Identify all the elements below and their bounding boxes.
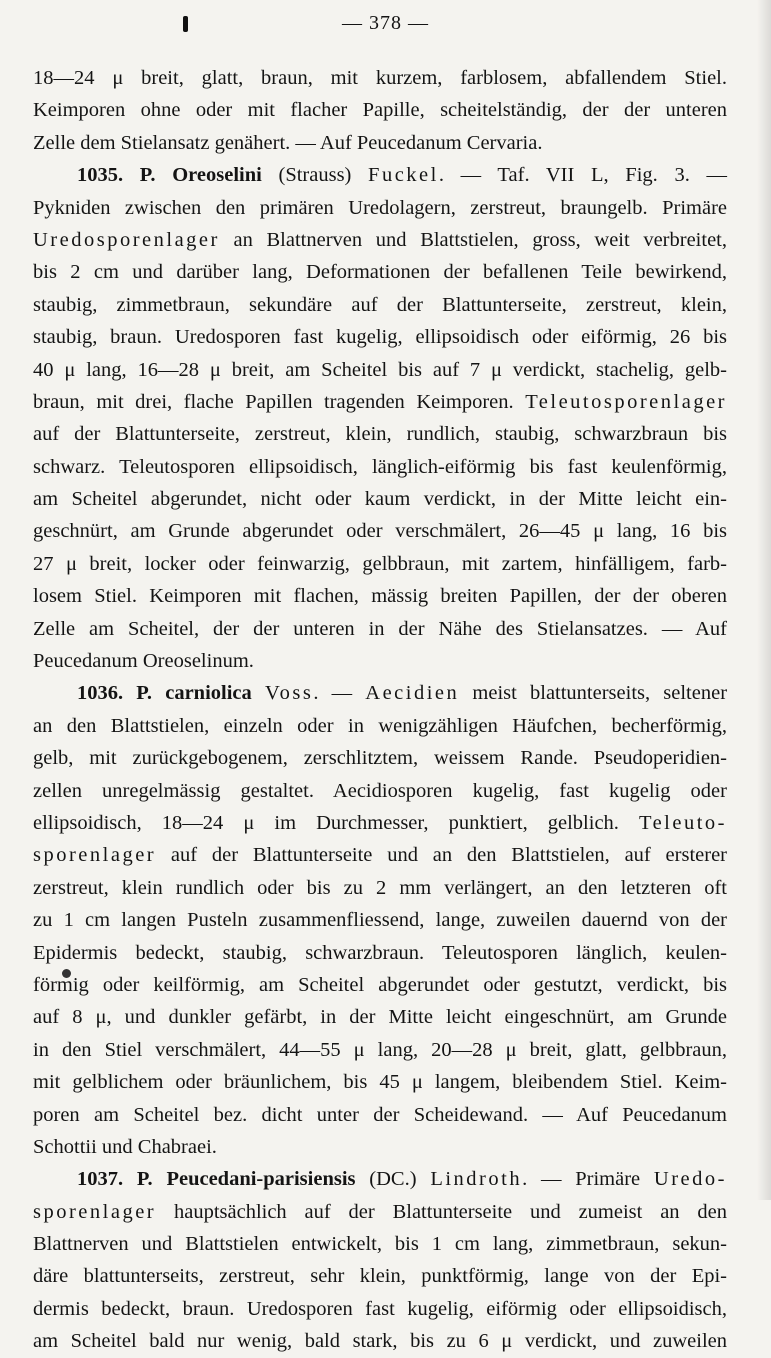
text-segment: (Strauss) — [261, 164, 369, 187]
text-line — [33, 775, 727, 807]
text-segment: poren am Scheitel bez. dicht unter der Scheidewand. — Auf Peucedanum — [33, 1103, 727, 1126]
spaced-term: Uredosporenlager — [33, 228, 220, 251]
text-segment: in den Stiel verschmälert, 44—55 μ lang, 20—28 μ breit, glatt, gelbbraun, — [33, 1038, 727, 1061]
text-line — [33, 192, 727, 224]
text-line — [33, 645, 727, 677]
text-line — [33, 677, 727, 709]
text-segment — [252, 682, 265, 704]
text-segment: zerstreut, klein rundlich oder bis zu 2 mm verlängert, an den letzteren oft — [33, 876, 727, 899]
text-segment: auf 8 μ, und dunkler gefärbt, in der Mitte leicht eingeschnürt, am Grunde — [33, 1006, 727, 1029]
text-line — [33, 1131, 727, 1163]
text-segment: 27 μ breit, locker oder feinwarzig, gelbbraun, mit zartem, hinfälligem, farb- — [33, 552, 727, 575]
species-heading: P. Peucedani-parisiensis — [136, 1168, 356, 1191]
text-segment: dermis bedeckt, braun. Uredosporen fast kugelig, eiförmig oder ellipsoidisch, — [33, 1297, 727, 1320]
text-segment: braun, mit drei, flache Papillen tragenden Keimporen. — [33, 390, 526, 413]
text-segment: auf der Blattunterseite und an den Blattstielen, auf ersterer — [156, 844, 727, 867]
text-line — [33, 904, 727, 936]
text-segment: staubig, zimmetbraun, sekundäre auf der Blattunterseite, zerstreut, klein, — [33, 293, 727, 316]
text-line — [33, 321, 727, 353]
text-segment: förmig oder keilförmig, am Scheitel abgerundet oder gestutzt, verdickt, bis — [33, 973, 727, 996]
text-line — [33, 1293, 727, 1325]
text-segment: bis 2 cm und darüber lang, Deformationen der befallenen Teile bewirkend, — [33, 261, 727, 284]
species-heading: P. carniolica — [136, 682, 252, 705]
species-heading: P. Oreoselini — [139, 164, 262, 187]
text-segment: zellen unregelmässig gestaltet. Aecidiosporen kugelig, fast kugelig oder — [33, 779, 727, 802]
text-segment: mit gelblichem oder bräunlichem, bis 45 μ langem, bleibendem Stiel. Keim- — [33, 1071, 727, 1094]
text-segment: auf der Blattunterseite, zerstreut, klein, rundlich, staubig, schwarzbraun bis — [33, 423, 727, 446]
text-segment: am Scheitel abgerundet, nicht oder kaum verdickt, in der Mitte leicht ein- — [33, 488, 727, 511]
text-segment: . — Taf. VII L, Fig. 3. — — [438, 164, 727, 187]
text-segment: . — — [313, 682, 366, 705]
text-line — [33, 1163, 727, 1195]
text-segment: Peucedanum Oreoselinum. — [33, 650, 254, 673]
text-segment: staubig, braun. Uredosporen fast kugelig, ellipsoidisch oder eiförmig, 26 bis — [33, 326, 727, 349]
text-line — [33, 1325, 727, 1357]
text-line — [33, 969, 727, 1001]
text-line — [33, 1034, 727, 1066]
text-line — [33, 94, 727, 126]
text-line — [33, 289, 727, 321]
spaced-term: Lindroth — [430, 1168, 523, 1191]
spaced-term: sporenlager — [33, 1200, 157, 1223]
text-line — [33, 1001, 727, 1033]
text-line — [33, 159, 727, 191]
text-segment: losem Stiel. Keimporen mit flachen, mässig breiten Papillen, der der oberen — [33, 585, 727, 608]
text-line — [33, 1066, 727, 1098]
text-line — [33, 742, 727, 774]
text-segment: hauptsächlich auf der Blattunterseite und zumeist an den — [156, 1200, 727, 1223]
text-line — [33, 386, 727, 418]
text-line — [33, 127, 727, 159]
spaced-term: Teleuto- — [638, 811, 727, 834]
spaced-term: sporenlager — [33, 844, 157, 867]
text-segment: 40 μ lang, 16—28 μ breit, am Scheitel bis auf 7 μ verdickt, stachelig, gelb- — [33, 358, 727, 381]
text-segment: meist blattunterseits, seltener — [459, 682, 728, 705]
spaced-term: Aecidien — [365, 682, 460, 705]
body-text — [33, 62, 727, 1358]
text-line — [33, 937, 727, 969]
text-segment: (DC.) — [355, 1168, 431, 1191]
text-line — [33, 1228, 727, 1260]
scan-shadow — [757, 0, 771, 1200]
text-line — [33, 807, 727, 839]
text-line — [33, 1196, 727, 1228]
text-segment: . — Primäre — [522, 1168, 654, 1191]
text-line — [33, 710, 727, 742]
text-segment: Pykniden zwischen den primären Uredolagern, zerstreut, braungelb. Primäre — [33, 196, 727, 219]
text-line — [33, 839, 727, 871]
text-line — [33, 256, 727, 288]
text-segment: zu 1 cm langen Pusteln zusammenfliessend, lange, zuweilen dauernd von der — [33, 909, 727, 932]
text-line — [33, 62, 727, 94]
text-line — [33, 872, 727, 904]
spaced-term: Uredo- — [653, 1168, 727, 1191]
text-segment: Keimporen ohne oder mit flacher Papille, scheitelständig, der der unteren — [33, 99, 727, 122]
text-line — [33, 418, 727, 450]
text-segment: Zelle dem Stielansatz genähert. — Auf Peucedanum Cervaria. — [33, 131, 543, 154]
text-segment: däre blattunterseits, zerstreut, sehr klein, punktförmig, lange von der Epi- — [33, 1265, 727, 1288]
text-segment: ellipsoidisch, 18—24 μ im Durchmesser, punktiert, gelblich. — [33, 811, 639, 834]
text-line — [33, 580, 727, 612]
text-segment: Zelle am Scheitel, der der unteren in der Nähe des Stielansatzes. — Auf — [33, 617, 727, 640]
species-heading: 1037. — [77, 1168, 137, 1191]
page-number: — 378 — — [342, 12, 429, 34]
text-segment: Schottii und Chabraei. — [33, 1135, 217, 1158]
text-segment: 18—24 μ breit, glatt, braun, mit kurzem, farblosem, abfallendem Stiel. — [33, 67, 727, 89]
text-line — [33, 548, 727, 580]
spaced-term: Voss — [264, 682, 314, 705]
text-line — [33, 613, 727, 645]
spaced-term: Teleutosporenlager — [525, 390, 727, 413]
text-segment: an den Blattstielen, einzeln oder in wenigzähligen Häufchen, becherförmig, — [33, 714, 727, 737]
text-line — [33, 224, 727, 256]
text-segment: am Scheitel bald nur wenig, bald stark, bis zu 6 μ verdickt, und zuweilen — [33, 1330, 727, 1353]
text-line — [33, 1260, 727, 1292]
text-segment: gelb, mit zurückgebogenem, zerschlitztem, weissem Rande. Pseudoperidien- — [33, 747, 727, 770]
text-segment: Blattnerven und Blattstielen entwickelt, bis 1 cm lang, zimmetbraun, sekun- — [33, 1233, 727, 1256]
text-line — [33, 515, 727, 547]
spaced-term: Fuckel — [368, 164, 439, 187]
text-line — [33, 354, 727, 386]
text-segment: Epidermis bedeckt, staubig, schwarzbraun. Teleutosporen länglich, keulen- — [33, 941, 727, 964]
text-line — [33, 483, 727, 515]
text-line — [33, 451, 727, 483]
text-segment: schwarz. Teleutosporen ellipsoidisch, länglich-eiförmig bis fast keulenförmig, — [33, 455, 727, 478]
text-segment: an Blattnerven und Blattstielen, gross, weit verbreitet, — [219, 228, 727, 251]
species-heading: 1036. — [77, 682, 137, 705]
species-heading: 1035. — [77, 164, 140, 187]
text-line — [33, 1099, 727, 1131]
text-segment: geschnürt, am Grunde abgerundet oder verschmälert, 26—45 μ lang, 16 bis — [33, 520, 727, 543]
